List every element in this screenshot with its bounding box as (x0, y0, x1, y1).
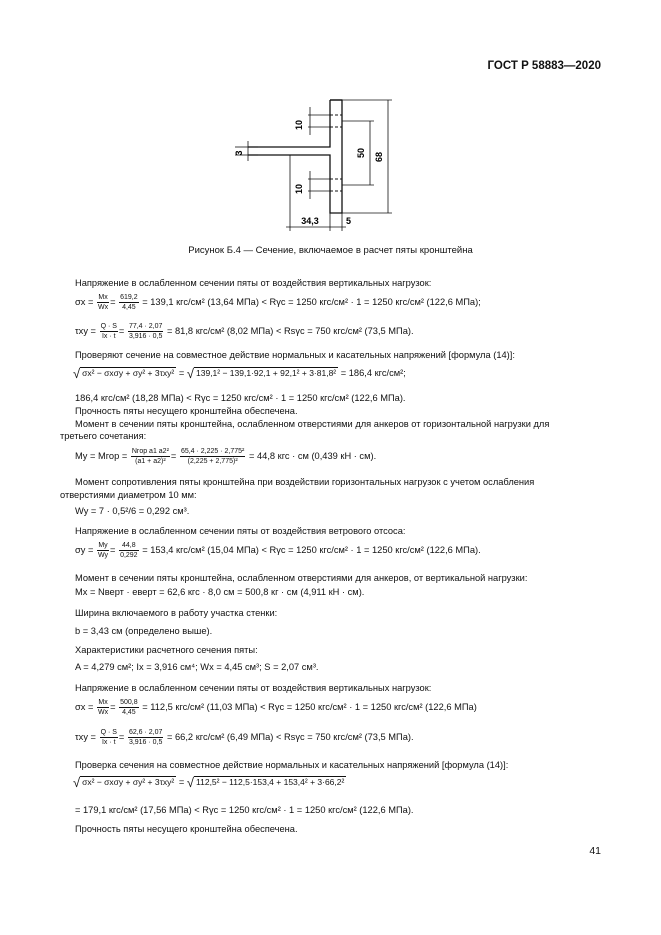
dim-50: 50 (356, 147, 366, 159)
text-line: 186,4 кгс/см² (18,28 МПа) < Rγc = 1250 кгс/см² · 1 = 1250 кгс/см² (122,6 МПа). (75, 393, 406, 403)
formula-wy: Wy = 7 · 0,5²/6 = 0,292 см³. (75, 506, 190, 516)
figure-caption: Рисунок Б.4 — Сечение, включаемое в расчет пяты кронштейна (188, 245, 473, 256)
formula-my: My = Mгор = $\frac{\text{Nгор a1 a2²}}{\text{(a1 + a2)²}}$ = $\frac{\text{65,4 · 2,225 · 2,775²}}{\text{(2,225 + 2,775)²}}$ = 44,8 кгс · см (0,439 кН · см). (75, 448, 377, 465)
formula-tau-xy-1: τxy = $\frac{Q \cdot S}{Ix \cdot t}$ = $\frac{77,4 \cdot 2,07}{3,916 \cdot 0,5}$ = 81,8 кгс/см² (8,02 МПа) < Rsγc = 750 кгс/см² (73,5 МПа). (75, 323, 414, 340)
text-line: Момент сопротивления пяты кронштейна при воздействии горизонтальных нагрузок с учетом ослабления (75, 477, 535, 487)
text-line: b = 3,43 см (определено выше). (75, 626, 213, 636)
dim-10-top: 10 (294, 119, 304, 131)
dim-3: 3 (234, 150, 244, 156)
text-line: A = 4,279 см²; Ix = 3,916 см⁴; Wx = 4,45 см³; S = 2,07 см³. (75, 662, 319, 672)
text-line: отверстиями диаметром 10 мм: (60, 490, 197, 500)
cross-section-figure (230, 95, 400, 235)
text-line: Характеристики расчетного сечения пяты: (75, 645, 258, 655)
text-line: Напряжение в ослабленном сечении пяты от воздействия ветрового отсоса: (75, 526, 406, 536)
standard-header: ГОСТ Р 58883—2020 (487, 60, 601, 72)
text-line: Проверка сечения на совместное действие нормальных и касательных напряжений [формула (14)]: (75, 760, 509, 770)
formula-sigma-x-1: σx = $\frac{Mx}{Wx}$ = $\frac{619,2}{4,45}$ = 139,1 кгс/см² (13,64 МПа) < Rγc = 1250 кгс/см² · 1 = 1250 кгс/см² (122,6 МПа); (75, 294, 481, 311)
dim-68: 68 (374, 151, 384, 163)
formula-combined-1: √ σx² − σxσy + σy² + 3τxy² = √ 139,1² − 139,1·92,1 + 92,1² + 3·81,8² = 186,4 кгс/см²; (73, 366, 406, 381)
text-line: Напряжение в ослабленном сечении пяты от воздействия вертикальных нагрузок: (75, 683, 432, 693)
formula-sigma-y: σy = $\frac{My}{Wy}$ = $\frac{44,8}{0,292}$ = 153,4 кгс/см² (15,04 МПа) < Rγc = 1250 кгс/см² · 1 = 1250 кгс/см² (122,6 МПа). (75, 542, 481, 559)
text-line: Ширина включаемого в работу участка стенки: (75, 608, 278, 618)
formula-tau-xy-2: τxy = $\frac{Q \cdot S}{Ix \cdot t}$ = $\frac{62,6 \cdot 2,07}{3,916 \cdot 0,5}$ = 66,2 кгс/см² (6,49 МПа) < Rsγc = 750 кгс/см² (73,5 МПа). (75, 729, 414, 746)
text-line: Момент в сечении пяты кронштейна, ослабленном отверстиями для анкеров от горизонтальной нагрузки для (75, 419, 550, 429)
text-line: Прочность пяты несущего кронштейна обеспечена. (75, 824, 298, 834)
text-line: третьего сочетания: (60, 431, 147, 441)
formula-combined-2: √ σx² − σxσy + σy² + 3τxy² = √ 112,5² − 112,5·153,4 + 153,4² + 3·66,2² (73, 775, 345, 790)
text-line: = 179,1 кгс/см² (17,56 МПа) < Rγc = 1250 кгс/см² · 1 = 1250 кгс/см² (122,6 МПа). (75, 805, 414, 815)
dim-5: 5 (346, 216, 352, 226)
text-line: Напряжение в ослабленном сечении пяты от воздействия вертикальных нагрузок: (75, 278, 432, 288)
page-number: 41 (589, 845, 601, 857)
text-line: Проверяют сечение на совместное действие нормальных и касательных напряжений [формула (14)]: (75, 350, 515, 360)
formula-sigma-x-2: σx = $\frac{Mx}{Wx}$ = $\frac{500,8}{4,45}$ = 112,5 кгс/см² (11,03 МПа) < Rγc = 1250 кгс/см² · 1 = 1250 кгс/см² (122,6 МПа) (75, 699, 477, 716)
text-line: Момент в сечении пяты кронштейна, ослабленном отверстиями для анкеров, от вертикальной нагрузки: (75, 573, 528, 583)
dim-10-bottom: 10 (294, 183, 304, 195)
formula-mx: Mx = Nверт · eверт = 62,6 кгс · 8,0 см = 500,8 кг · см (4,911 кН · см). (75, 587, 365, 597)
text-line: Прочность пяты несущего кронштейна обеспечена. (75, 406, 298, 416)
dim-34-3: 34,3 (301, 216, 319, 226)
